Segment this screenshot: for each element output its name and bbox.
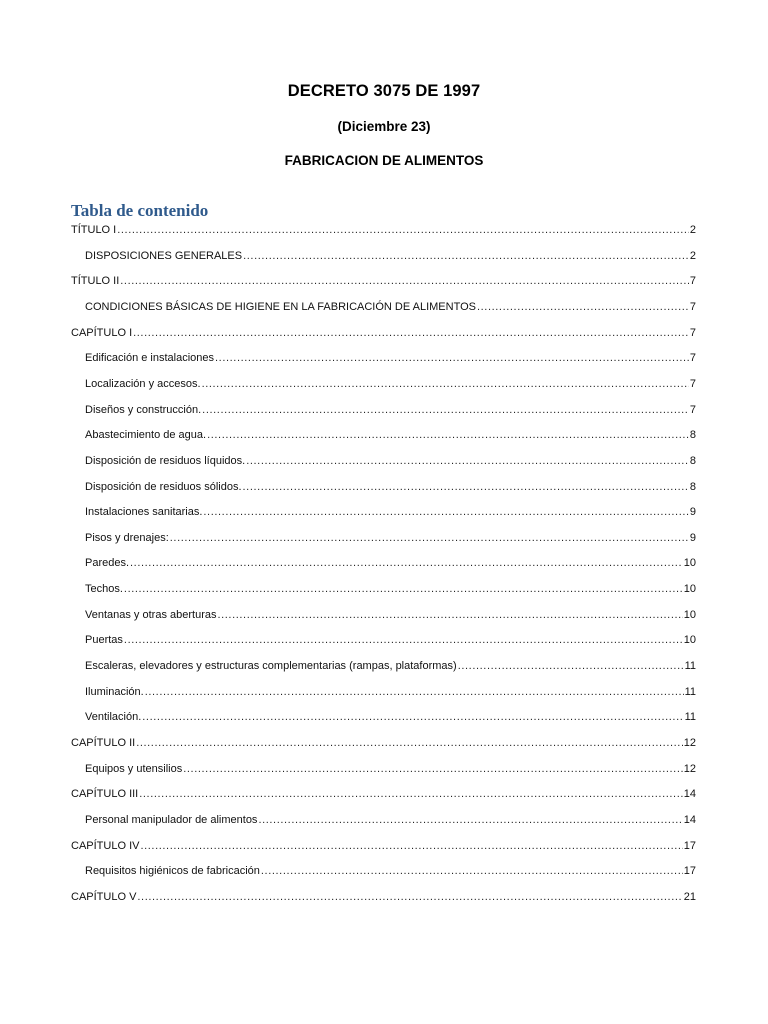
toc-leader-dots (215, 352, 689, 364)
toc-entry-label: CAPÍTULO II (71, 737, 136, 749)
toc-entry-label: Diseños y construcción. (85, 403, 202, 416)
toc-entry-label: Pisos y drenajes: (85, 531, 169, 544)
toc-entry[interactable] (85, 686, 696, 704)
toc-leader-dots (142, 711, 683, 723)
toc-entry-page-number: 12 (683, 737, 696, 749)
toc-leader-dots (124, 583, 683, 595)
toc-entry-label: Equipos y utensilios (85, 762, 183, 775)
toc-entry-page-number: 11 (684, 685, 696, 698)
toc-leader-dots (137, 891, 682, 903)
toc-entry-label: CAPÍTULO I (71, 326, 133, 339)
toc-leader-dots (203, 506, 688, 518)
toc-leader-dots (207, 429, 689, 441)
toc-entry-label: TÍTULO I (71, 224, 117, 236)
toc-entry[interactable] (85, 429, 696, 447)
toc-entry-page-number: 7 (689, 326, 696, 339)
toc-entry-label: Ventilación. (85, 711, 142, 724)
toc-entry-page-number: 10 (683, 583, 696, 596)
toc-entry[interactable] (85, 814, 696, 832)
toc-entry-page-number: 17 (683, 839, 696, 852)
toc-entry-label: Disposición de residuos sólidos. (85, 480, 242, 493)
toc-entry-label: Techos. (85, 583, 123, 596)
toc-entry[interactable] (85, 634, 696, 652)
toc-entry-label: Paredes. (85, 557, 130, 570)
toc-entry-page-number: 7 (689, 377, 696, 390)
toc-entry-page-number: 8 (689, 429, 696, 442)
toc-entry[interactable] (85, 506, 696, 524)
toc-entry-label: TÍTULO II (71, 275, 120, 288)
toc-entry[interactable] (71, 275, 696, 293)
toc-leader-dots (124, 634, 683, 646)
toc-entry-label: CAPÍTULO V (71, 890, 137, 903)
toc-leader-dots (458, 660, 684, 672)
toc-entry-page-number: 9 (689, 506, 696, 519)
toc-leader-dots (202, 404, 689, 416)
toc-leader-dots (117, 224, 689, 236)
toc-entry-label: Edificación e instalaciones (85, 352, 215, 365)
toc-entry-label: CAPÍTULO IV (71, 839, 140, 852)
toc-entry-page-number: 12 (683, 762, 696, 775)
toc-entry[interactable] (85, 404, 696, 422)
toc-leader-dots (246, 455, 689, 467)
toc-entry-label: Abastecimiento de agua. (85, 429, 207, 442)
toc-leader-dots (202, 378, 689, 390)
toc-entry-page-number: 7 (689, 275, 696, 288)
toc-entry-page-number: 14 (683, 813, 696, 826)
toc-entry-label: Requisitos higiénicos de fabricación (85, 865, 260, 878)
toc-leader-dots (140, 840, 682, 852)
toc-entry[interactable] (85, 660, 696, 678)
toc-entry[interactable] (85, 557, 696, 575)
toc-leader-dots (258, 814, 682, 826)
document-subject: FABRICACION DE ALIMENTOS (284, 153, 484, 168)
document-title: DECRETO 3075 DE 1997 (287, 82, 481, 100)
toc-entry-page-number: 10 (683, 634, 696, 647)
toc-entry-label: Escaleras, elevadores y estructuras complementarias (rampas, plataformas) (85, 660, 457, 673)
toc-entry-label: Localización y accesos. (85, 377, 201, 390)
toc-entry[interactable] (71, 891, 696, 909)
toc-entry[interactable] (71, 840, 696, 858)
toc-entry-page-number: 17 (683, 865, 696, 878)
toc-leader-dots (139, 788, 683, 800)
toc-leader-dots (136, 737, 683, 749)
toc-entry-page-number: 11 (684, 711, 696, 724)
toc-entry[interactable] (71, 788, 696, 806)
toc-leader-dots (243, 250, 689, 262)
toc-entry[interactable] (85, 481, 696, 499)
toc-entry[interactable] (85, 301, 696, 319)
toc-entry-page-number: 10 (683, 557, 696, 570)
document-date: (Diciembre 23) (337, 119, 431, 134)
toc-entry-page-number: 14 (683, 788, 696, 801)
toc-entry[interactable] (85, 763, 696, 781)
toc-entry-page-number: 8 (689, 454, 696, 467)
toc-entry-page-number: 2 (689, 249, 696, 262)
toc-entry-label: CONDICIONES BÁSICAS DE HIGIENE EN LA FABRICACIÓN DE ALIMENTOS (85, 300, 476, 313)
toc-entry-label: Instalaciones sanitarias. (85, 506, 203, 519)
toc-leader-dots (170, 532, 689, 544)
toc-entry-page-number: 11 (684, 660, 696, 673)
toc-entry-label: DISPOSICIONES GENERALES (85, 249, 243, 262)
toc-entry[interactable] (85, 711, 696, 729)
toc-entry[interactable] (71, 327, 696, 345)
toc-leader-dots (243, 481, 689, 493)
toc-heading: Tabla de contenido (71, 201, 209, 220)
toc-entry-label: Puertas (85, 634, 123, 647)
toc-entry[interactable] (85, 250, 696, 268)
toc-entry-page-number: 7 (689, 403, 696, 416)
toc-entry[interactable] (85, 378, 696, 396)
toc-entry-page-number: 9 (689, 531, 696, 544)
toc-entry-page-number: 2 (689, 224, 696, 236)
toc-leader-dots (145, 686, 684, 698)
toc-leader-dots (217, 609, 682, 621)
toc-leader-dots (477, 301, 689, 313)
toc-entry-label: Ventanas y otras aberturas (85, 608, 217, 621)
toc-entry[interactable] (85, 455, 696, 473)
toc-entry-page-number: 8 (689, 480, 696, 493)
toc-entry[interactable] (85, 352, 696, 370)
toc-entry[interactable] (71, 224, 696, 242)
toc-entry-page-number: 7 (689, 352, 696, 365)
toc-entry[interactable] (85, 583, 696, 601)
toc-entry-page-number: 21 (683, 890, 696, 903)
toc-entry-page-number: 10 (683, 608, 696, 621)
toc-leader-dots (120, 275, 689, 287)
toc-entry-label: CAPÍTULO III (71, 788, 139, 801)
toc-entry[interactable] (85, 609, 696, 627)
toc-leader-dots (183, 763, 683, 775)
toc-entry[interactable] (71, 737, 696, 755)
toc-entry[interactable] (85, 532, 696, 550)
toc-entry[interactable] (85, 865, 696, 883)
toc-entry-label: Disposición de residuos líquidos. (85, 454, 246, 467)
toc-leader-dots (261, 865, 683, 877)
toc-entry-label: Iluminación. (85, 685, 144, 698)
toc-leader-dots (133, 327, 689, 339)
toc-entry-label: Personal manipulador de alimentos (85, 813, 258, 826)
toc-leader-dots (130, 557, 683, 569)
toc-entry-page-number: 7 (689, 300, 696, 313)
